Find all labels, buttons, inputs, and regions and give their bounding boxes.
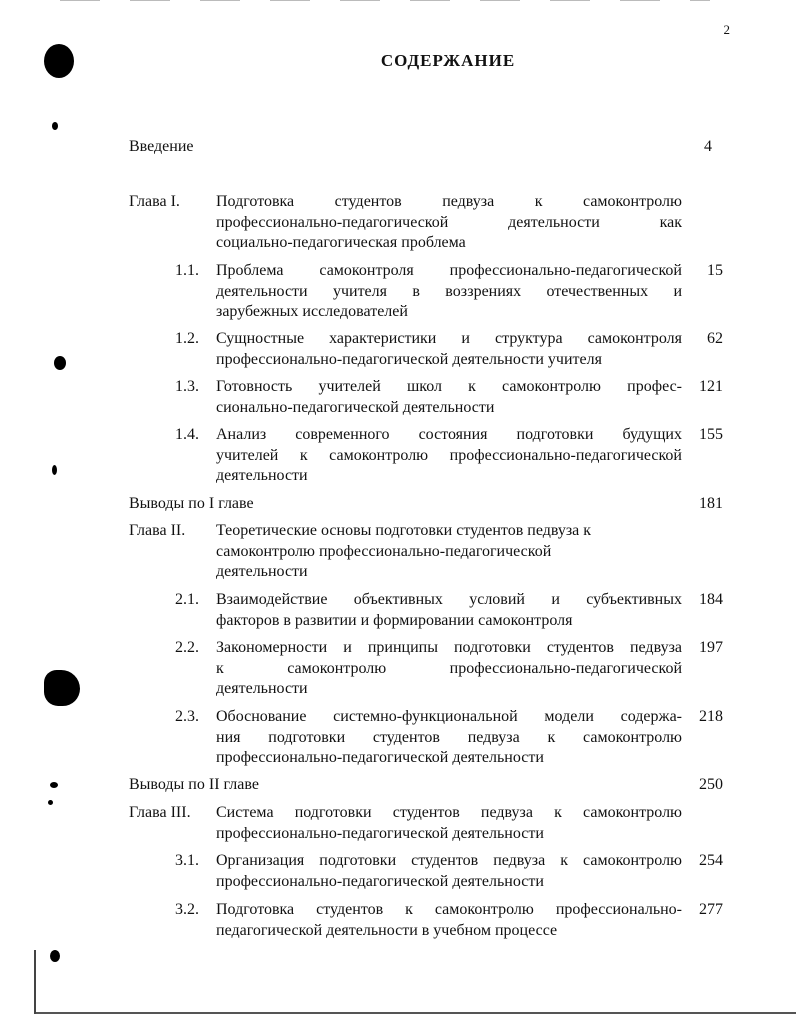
scan-blot [44,44,74,78]
toc-line: деятельности [216,467,308,484]
toc-line: Теоретические основы подготовки студентов педвуза к [216,522,592,539]
toc-entry-label: 2.3. [175,708,199,725]
toc-line: Сущностные характеристики и структура самоконтроля [216,330,682,347]
toc-entry-text [216,900,682,941]
toc-line: Проблема самоконтроля профессионально-педагогической [216,262,682,279]
toc-entry-page: 184 [699,591,723,608]
toc-line: Готовность учителей школ к самоконтролю профес- [216,378,682,395]
toc-line: Закономерности и принципы подготовки студентов педвуза [216,639,682,656]
toc-line: Организация подготовки студентов педвуза к самоконтролю [216,852,682,869]
toc-line: сионально-педагогической деятельности [216,398,495,416]
toc-entry-label: 2.1. [175,591,199,608]
toc-entry-text [216,590,682,631]
toc-entry-label: 3.1. [175,852,199,869]
toc-entry-page: 181 [699,495,723,512]
toc-entry-page: 197 [699,639,723,656]
toc-entry-text [216,638,682,700]
toc-line: Подготовка студентов к самоконтролю профессионально- [216,901,682,918]
toc-entry-page: 218 [699,708,723,725]
toc-entry-label: 1.2. [175,330,199,347]
scan-blot [54,356,66,370]
toc-entry-text [216,425,682,487]
toc-line: зарубежных исследователей [216,303,408,320]
scan-edge-top [60,0,710,1]
scan-blot [50,950,60,962]
scan-blot [52,465,57,475]
toc-entry-page: 254 [699,852,723,869]
toc-line: учителей к самоконтролю профессионально-педагогической [216,446,682,464]
toc-entry-label: 1.3. [175,378,199,395]
toc-entry-text [216,192,682,254]
toc-line: Анализ современного состояния подготовки будущих [216,426,682,443]
scan-blot [48,800,53,805]
scan-blot [52,122,58,130]
toc-entry-label: 1.4. [175,426,199,443]
toc-entry-label: Выводы по II главе [129,776,259,793]
toc-entry-label: Глава III. [129,804,191,821]
toc-entry-label: 3.2. [175,901,199,918]
toc-entry-text [216,329,682,370]
scan-blot [44,670,80,706]
toc-entry-page: 15 [707,262,723,279]
toc-line: профессионально-педагогической деятельности как [216,213,682,231]
toc-entry-page: 277 [699,901,723,918]
toc-entry-text [216,377,682,418]
page-title: СОДЕРЖАНИЕ [380,51,516,70]
toc-line: Система подготовки студентов педвуза к самоконтролю [216,804,682,821]
toc-entry-label: Глава I. [129,193,180,210]
toc-line: профессионально-педагогической деятельности [216,749,544,766]
toc-entry-page: 121 [699,378,723,395]
toc-line: деятельности [216,563,308,580]
toc-line: деятельности учителя в воззрениях отечественных и [216,282,682,300]
toc-entry-text [216,803,682,844]
toc-entry-text [216,521,682,583]
toc-line: педагогической деятельности в учебном процессе [216,921,558,939]
toc-line: профессионально-педагогической деятельности [216,872,544,890]
toc-line: факторов в развитии и формировании самоконтроля [216,611,573,629]
scan-edge-left [34,950,36,1014]
toc-line: самоконтролю профессионально-педагогической [216,542,552,560]
toc-entry-text [216,707,682,769]
toc-entry-text [216,851,682,892]
toc-entry-label: Выводы по I главе [129,495,254,512]
toc-entry-label: 1.1. [175,262,199,279]
toc-entry-page: 62 [707,330,723,347]
toc-line: деятельности [216,680,308,697]
toc-entry-label: 2.2. [175,639,199,656]
toc-line: Подготовка студентов педвуза к самоконтролю [216,193,682,210]
toc-entry-page: 4 [704,138,712,155]
toc-line: Взаимодействие объективных условий и субъективных [216,591,682,608]
toc-line: Обоснование системно-функциональной модели содержа- [216,708,682,725]
toc-entry-page: 250 [699,776,723,793]
toc-line: профессионально-педагогической деятельности [216,824,544,842]
scan-edge-bottom [36,1012,796,1014]
toc-entry-text [216,261,682,323]
toc-line: к самоконтролю профессионально-педагогической [216,659,682,677]
page-number: 2 [723,22,730,37]
toc-entry-label: Введение [129,138,194,155]
toc-line: профессионально-педагогической деятельности учителя [216,350,602,368]
toc-line: ния подготовки студентов педвуза к самоконтролю [216,728,682,746]
toc-entry-page: 155 [699,426,723,443]
toc-entry-label: Глава II. [129,522,186,539]
scan-blot [50,782,58,788]
toc-line: социально-педагогическая проблема [216,234,466,251]
